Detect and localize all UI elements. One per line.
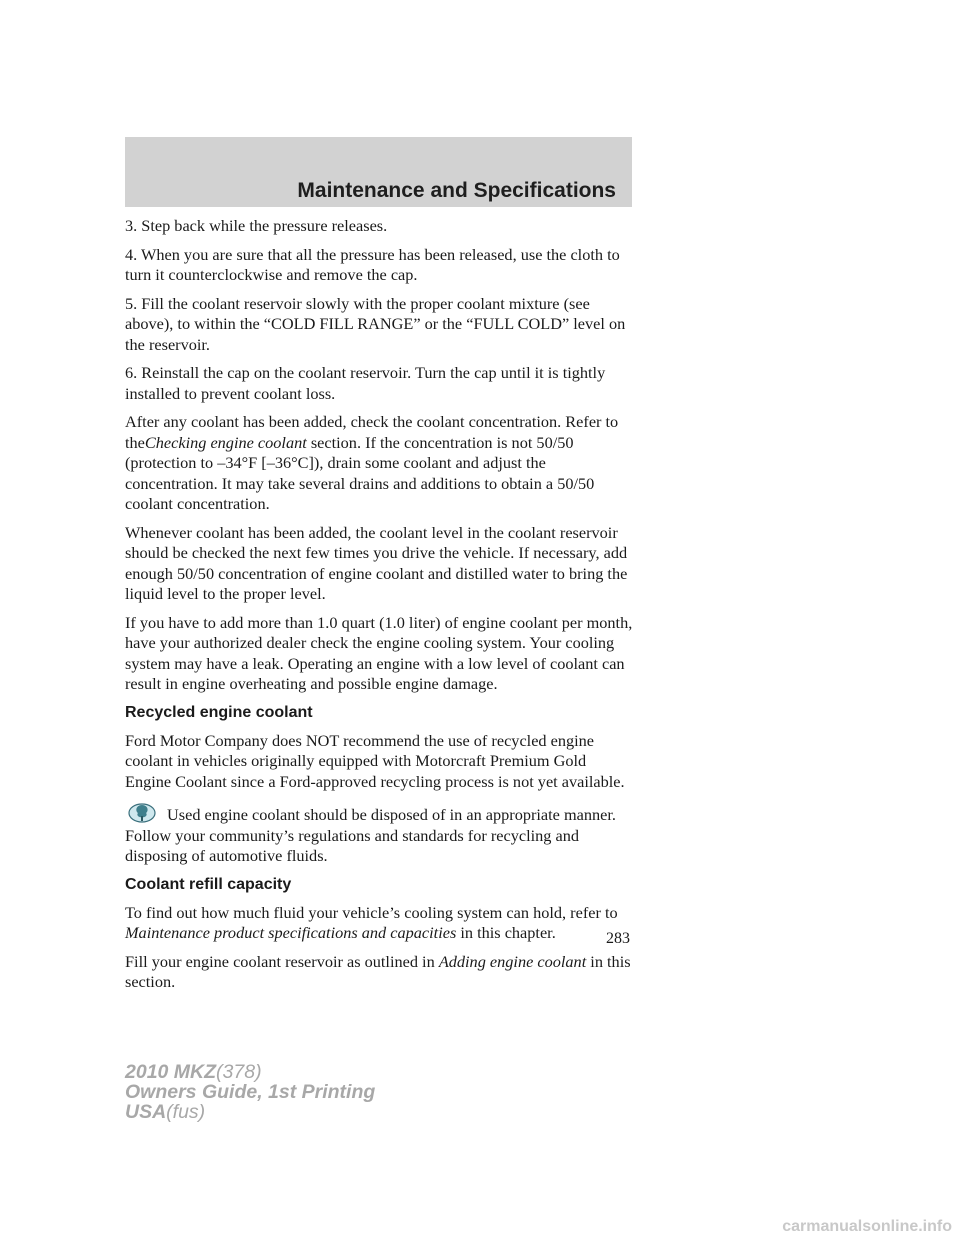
step-4: 4. When you are sure that all the pressure has been released, use the cloth to turn it counterclockwise and remove the cap.	[125, 244, 620, 284]
more-than-paragraph: If you have to add more than 1.0 quart (1.0 liter) of engine coolant per month, have your authorized dealer check the engine cooling system. Your cooling system may have a leak. Operating an engine with a low level of coolant can result in engine overheating and possible engine damage.	[125, 612, 633, 693]
footer-region-code: (fus)	[166, 1101, 206, 1123]
step-6: 6. Reinstall the cap on the coolant reservoir. Turn the cap until it is tightly installed to prevent coolant loss.	[125, 363, 606, 403]
refill-paragraph-2	[125, 952, 635, 993]
concentration-paragraph	[125, 412, 635, 515]
environment-note-text: Used engine coolant should be disposed of in an appropriate manner. Follow your community’s regulations and standards for recycling and disposing of automotive fluids.	[125, 805, 616, 865]
footer-line-3	[125, 1102, 375, 1122]
section-header-bar	[125, 137, 632, 207]
footer-model-code: (378)	[216, 1061, 262, 1083]
print-footer	[125, 1062, 375, 1122]
footer-region: USA	[125, 1101, 167, 1123]
capacities-ref: Maintenance product specifications and capacities	[125, 923, 457, 942]
footer-line-2	[125, 1082, 375, 1102]
refill-p2-tail: in this section.	[125, 951, 631, 991]
page-body	[125, 216, 635, 1001]
recycled-paragraph: Ford Motor Company does NOT recommend the use of recycled engine coolant in vehicles originally equipped with Motorcraft Premium Gold Engine Coolant since a Ford-approved recycling process is not yet available.	[125, 730, 625, 791]
concentration-tail: section. If the concentration is not 50/50 (protection to –34°F [–36°C]), drain some coolant and adjust the concentration. It may take several drains and additions to obtain a 50/50 coolant concentration.	[125, 432, 595, 513]
environment-tree-icon	[127, 800, 157, 824]
footer-model: 2010 MKZ	[125, 1061, 217, 1083]
refill-p1-lead: To find out how much fluid your vehicle’s cooling system can hold, refer to	[125, 902, 618, 922]
step-5: 5. Fill the coolant reservoir slowly with the proper coolant mixture (see above), to within the “COLD FILL RANGE” or the “FULL COLD” level on the reservoir.	[125, 293, 626, 354]
site-watermark[interactable]: carmanualsonline.info	[782, 1218, 952, 1235]
step-3: 3. Step back while the pressure releases.	[125, 216, 388, 235]
refill-p2-lead: Fill your engine coolant reservoir as outlined in	[125, 951, 435, 971]
environment-note	[125, 800, 635, 867]
adding-coolant-ref: Adding engine coolant	[438, 951, 587, 971]
refill-heading: Coolant refill capacity	[125, 875, 292, 893]
checking-coolant-ref: Checking engine coolant	[144, 432, 307, 452]
page-number: 283	[606, 930, 630, 947]
section-title: Maintenance and Specifications	[297, 179, 616, 202]
footer-line-1	[125, 1062, 375, 1082]
whenever-paragraph: Whenever coolant has been added, the coolant level in the coolant reservoir should be checked the next few times you drive the vehicle. If necessary, add enough 50/50 concentration of engine coolant and distilled water to bring the liquid level to the proper level.	[125, 522, 628, 603]
refill-paragraph-1	[125, 903, 635, 944]
recycled-heading: Recycled engine coolant	[125, 703, 313, 721]
footer-guide: Owners Guide, 1st Printing	[125, 1081, 376, 1103]
concentration-lead: After any coolant has been added, check the coolant concentration. Refer to the	[125, 412, 619, 452]
refill-p1-tail: in this chapter.	[460, 923, 556, 942]
